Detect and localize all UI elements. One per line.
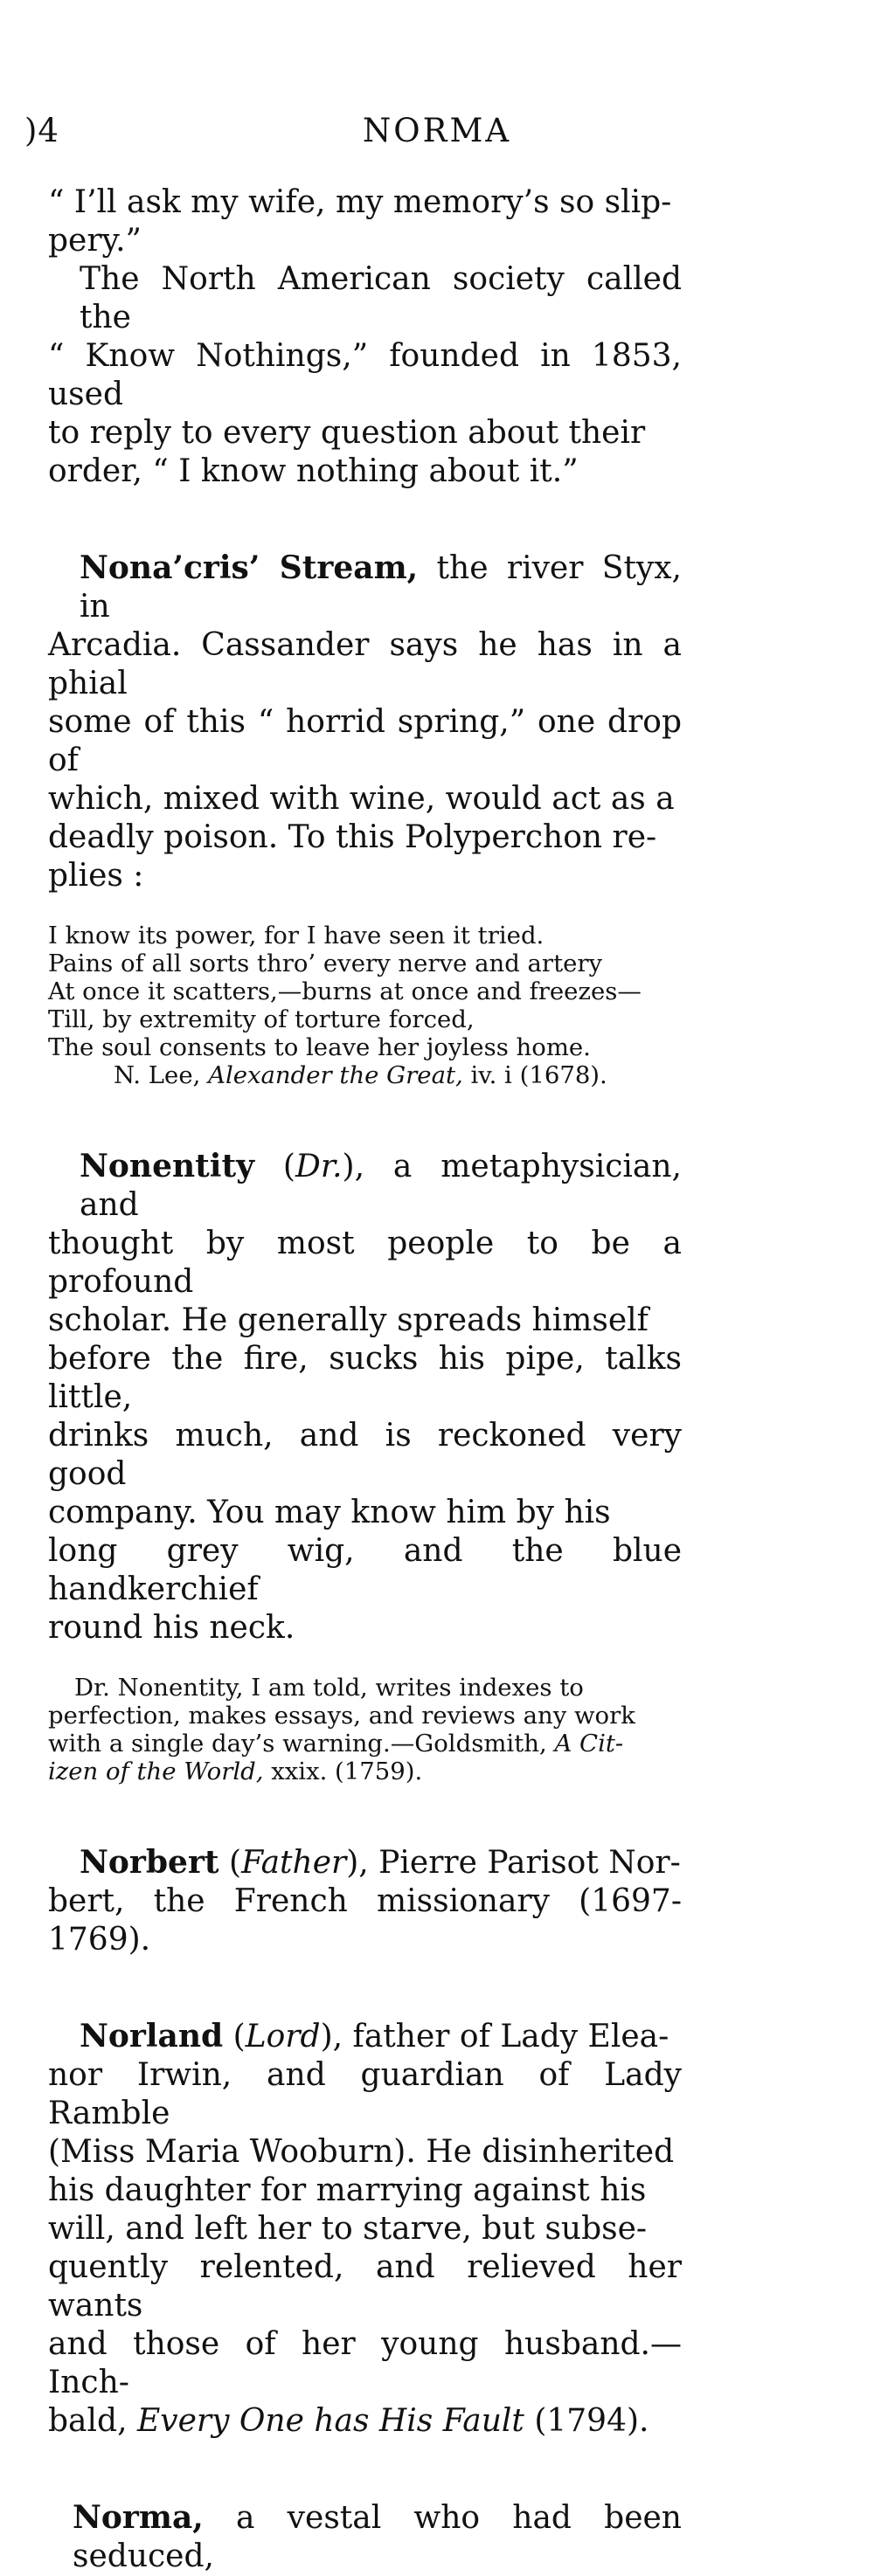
text-line: Norbert (Father), Pierre Parisot Nor- [80, 1844, 681, 1881]
quote-line [48, 1758, 682, 1785]
text-line: his daughter for marrying against his [48, 2172, 647, 2208]
text-line [48, 2402, 682, 2441]
entry-norland [48, 2017, 682, 2441]
text-line: to reply to every question about their [48, 415, 646, 451]
citation-author: N. Lee, [114, 1061, 209, 1089]
text-line: will, and left her to starve, but subse- [48, 2211, 648, 2247]
text-span: xxix. (1759). [263, 1758, 423, 1785]
text-line: and those of her young husband.—Inch- [48, 2326, 682, 2400]
text-span: (1794). [524, 2403, 649, 2439]
text-line: which, mixed with wine, would act as a [48, 781, 675, 817]
qualifier: Lord [245, 2019, 321, 2055]
citation-work: izen of the World, [48, 1758, 264, 1785]
headword: Nona’cris’ Stream, [80, 549, 419, 586]
text-span: , father of Lady Elea- [332, 2019, 669, 2055]
text-span: bald, [48, 2403, 137, 2439]
verse-line: At once it scatters,—burns at once and freezes— [48, 977, 642, 1005]
verse-line: Pains of all sorts thro’ every nerve and artery [48, 950, 603, 977]
text-line [48, 2498, 682, 2576]
verse-line: The soul consents to leave her joyless home. [48, 1033, 591, 1061]
continuation-paragraph-2 [48, 260, 682, 491]
text-line: before the fire, sucks his pipe, talks little, [48, 1341, 682, 1415]
text-line: Arcadia. Cassander says he has in a phial [48, 627, 682, 701]
prose-quotation [48, 1674, 682, 1785]
text-line: “ I’ll ask my wife, my memory’s so slip- [48, 184, 672, 220]
citation-ref: iv. i (1678). [462, 1061, 607, 1089]
citation-work: A Cit- [554, 1730, 624, 1758]
verse-line: I know its power, for I have seen it tried. [48, 922, 545, 950]
text-span: with a single day’s warning.—Goldsmith, [48, 1730, 555, 1758]
entry-norbert [48, 1843, 682, 1959]
entry-norma [48, 2498, 682, 2576]
headword: Norland [80, 2018, 224, 2055]
text-line: drinks much, and is reckoned very good [48, 1418, 682, 1492]
qualifier: Dr. [295, 1149, 343, 1184]
text-line: thought by most people to be a profound [48, 1226, 682, 1300]
text-line: nor Irwin, and guardian of Lady Ramble [48, 2057, 682, 2131]
text-span: the river Styx, in [80, 550, 682, 625]
continuation-paragraph [48, 183, 682, 260]
headword: Nonentity [80, 1148, 255, 1184]
qualifier: Father [241, 1845, 347, 1881]
text-line: pery.” [48, 223, 142, 259]
text-line: order, “ I know nothing about it.” [48, 453, 579, 489]
citation-work: Alexander the Great, [208, 1061, 463, 1089]
text-line: some of this “ horrid spring,” one drop of [48, 704, 682, 778]
headword: Norbert [80, 1844, 219, 1881]
citation-work: Every One has His Fault [136, 2403, 524, 2439]
text-line: plies : [48, 858, 144, 894]
text-line: Nonentity (Dr.), a metaphysician, and [80, 1148, 682, 1223]
verse-line: Till, by extremity of torture forced, [48, 1005, 475, 1033]
page-number: )4 [24, 112, 59, 149]
text-line: company. You may know him by his [48, 1495, 611, 1530]
text-line: round his neck. [48, 1610, 295, 1646]
verse-quotation [48, 922, 682, 1089]
text-line: quently relented, and relieved her wants [48, 2249, 682, 2324]
running-header [0, 112, 874, 155]
quote-line [48, 1730, 682, 1758]
text-line: Norland (Lord), father of Lady Elea- [80, 2018, 669, 2055]
entry-nonacris [48, 549, 682, 895]
text-line: bert, the French missionary (1697-1769). [48, 1883, 682, 1958]
text-line [48, 549, 682, 626]
text-span: , Pierre Parisot Nor- [358, 1845, 681, 1881]
text-line: scholar. He generally spreads himself [48, 1302, 649, 1338]
text-span: a vestal who had been seduced, [73, 2500, 682, 2574]
text-span: , a metaphysician, and [80, 1149, 682, 1223]
quote-line: perfection, makes essays, and reviews any work [48, 1702, 635, 1730]
text-column [48, 183, 682, 2576]
text-line: “ Know Nothings,” founded in 1853, used [48, 338, 682, 412]
headword: Norma, [73, 2499, 204, 2536]
text-line: deadly poison. To this Polyperchon re- [48, 819, 657, 855]
quote-line: Dr. Nonentity, I am told, writes indexes to [74, 1674, 584, 1702]
entry-nonentity [48, 1147, 682, 1647]
running-title: NORMA [362, 112, 512, 149]
quotation-citation [48, 1061, 682, 1089]
text-line: long grey wig, and the blue handkerchief [48, 1533, 682, 1607]
text-line: The North American society called the [80, 261, 682, 335]
text-line: (Miss Maria Wooburn). He disinherited [48, 2134, 675, 2170]
